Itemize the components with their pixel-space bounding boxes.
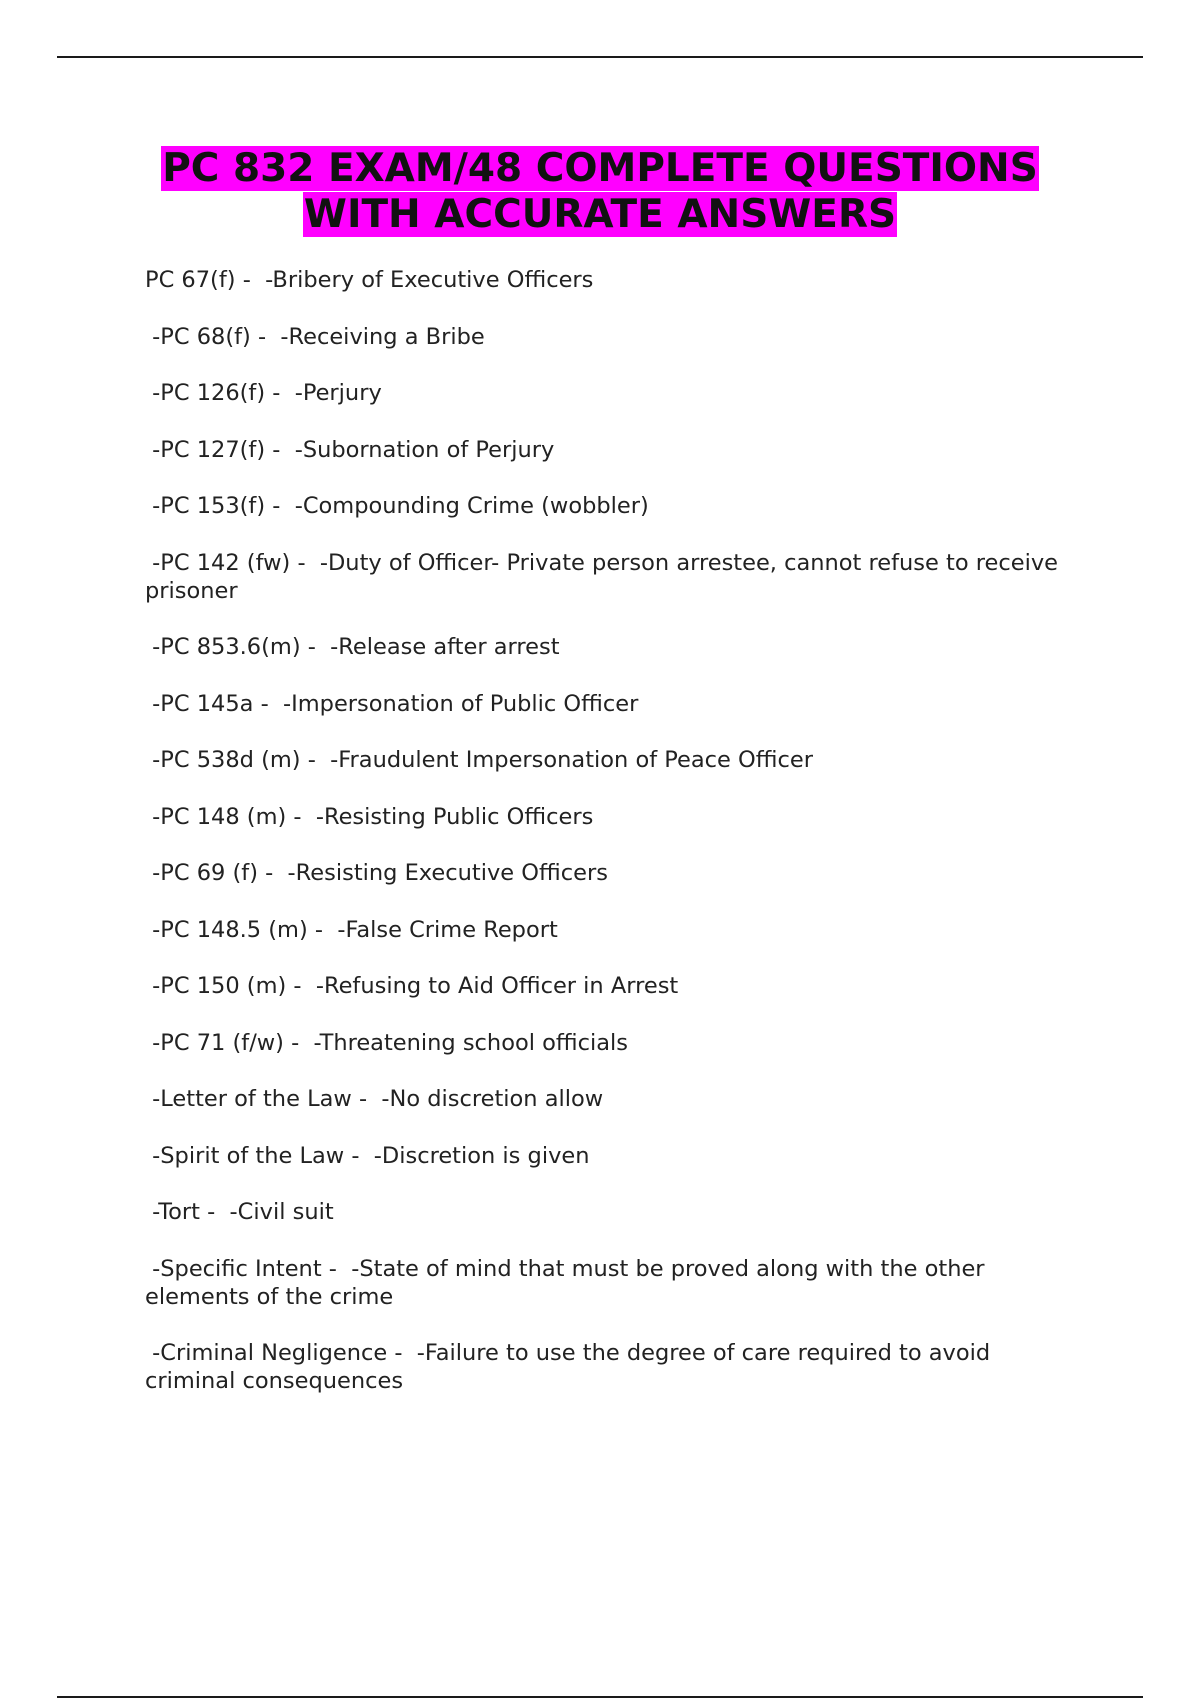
title-line-2: WITH ACCURATE ANSWERS: [303, 192, 897, 237]
qa-item: PC 67(f) - -Bribery of Executive Officers: [145, 267, 594, 293]
qa-item: -PC 148.5 (m) - -False Crime Report: [145, 916, 558, 943]
qa-list: [145, 266, 1085, 1424]
qa-item: -PC 126(f) - -Perjury: [145, 380, 382, 406]
document-title: [0, 146, 1200, 238]
top-rule: [57, 56, 1143, 58]
qa-item: -Tort - -Civil suit: [145, 1199, 334, 1225]
qa-item: -PC 69 (f) - -Resisting Executive Officers: [145, 860, 608, 886]
qa-item: -PC 127(f) - -Subornation of Perjury: [145, 436, 555, 463]
bottom-rule: [57, 1696, 1143, 1698]
qa-item: -Criminal Negligence - -Failure to use the degree of care required to avoid criminal consequences: [145, 1340, 998, 1394]
qa-item: -PC 853.6(m) - -Release after arrest: [145, 634, 560, 660]
qa-item: -PC 148 (m) - -Resisting Public Officers: [145, 803, 594, 830]
qa-item: -PC 150 (m) - -Refusing to Aid Officer in Arrest: [145, 973, 679, 999]
qa-item: -PC 68(f) - -Receiving a Bribe: [145, 323, 485, 350]
qa-item: -PC 145a - -Impersonation of Public Officer: [145, 690, 639, 717]
qa-item: -Specific Intent - -State of mind that must be proved along with the other elements of the crime: [145, 1255, 992, 1310]
qa-item: -PC 71 (f/w) - -Threatening school officials: [145, 1029, 629, 1056]
qa-item: -PC 538d (m) - -Fraudulent Impersonation of Peace Officer: [145, 747, 813, 773]
qa-item: -Letter of the Law - -No discretion allow: [145, 1086, 604, 1112]
qa-item: -PC 153(f) - -Compounding Crime (wobbler): [145, 493, 649, 519]
qa-item: -Spirit of the Law - -Discretion is given: [145, 1142, 590, 1169]
qa-item: -PC 142 (fw) - -Duty of Officer- Private person arrestee, cannot refuse to receive prisoner: [145, 549, 1066, 604]
title-line-1: PC 832 EXAM/48 COMPLETE QUESTIONS: [162, 146, 1038, 191]
